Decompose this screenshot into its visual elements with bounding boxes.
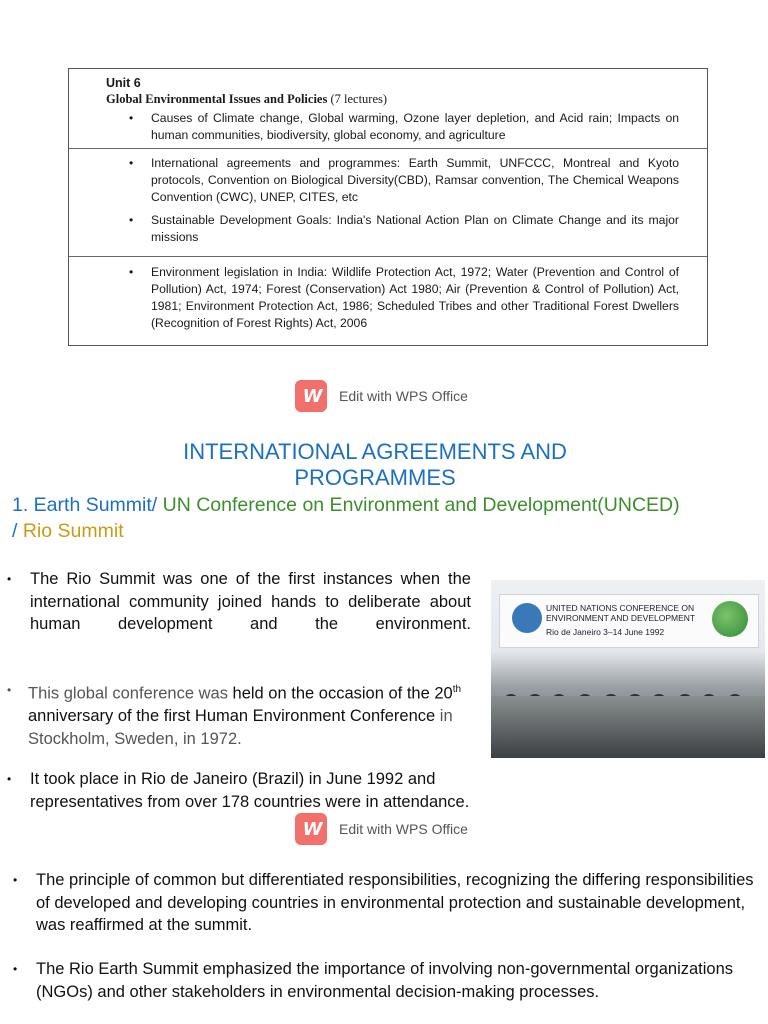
unit-title: Unit 6 (106, 76, 141, 90)
page-title-line1: INTERNATIONAL AGREEMENTS AND (183, 439, 567, 464)
syllabus-item: Environment legislation in India: Wildlife Protection Act, 1972; Water (Prevention and Control of Pollution) Act, 1974; Forest (Conservation) Act 1980; Air (Prevention & Control of Pollution) Act, 1981; Environment Protection Act, 1986; Scheduled Tribes and other Traditional Forest Dwellers (Recognition of Forest Rights) Act, 2006 (151, 265, 679, 330)
bullet-dot: • (129, 111, 134, 125)
wps-watermark (295, 812, 468, 846)
earth-summit-logo-icon (712, 601, 748, 637)
conference-banner: UNITED NATIONS CONFERENCE ON ENVIRONMENT AND DEVELOPMENT Rio de Janeiro 3–14 June 1992 (499, 594, 759, 648)
wps-logo-icon: W (295, 813, 327, 845)
wps-watermark-text: Edit with WPS Office (339, 821, 468, 837)
summit-photo (491, 580, 765, 758)
bullet-dot: • (7, 572, 12, 586)
bullet-dot: • (129, 156, 134, 170)
bullet-dot: • (7, 683, 12, 697)
syllabus-table (68, 68, 708, 346)
bullet-dot: • (13, 873, 18, 887)
bullet-dot: • (7, 772, 12, 786)
page-title (0, 439, 750, 491)
section-subheading: 1. Earth Summit/ UN Conference on Environment and Development(UNCED) / Rio Summit (12, 494, 680, 542)
wps-watermark (295, 379, 468, 413)
conference-table (491, 696, 765, 758)
bullet-dot: • (129, 213, 134, 227)
wps-watermark-text: Edit with WPS Office (339, 388, 468, 404)
syllabus-section (69, 69, 707, 149)
syllabus-section (69, 256, 707, 345)
wps-logo-icon: W (295, 380, 327, 412)
page-title-line2: PROGRAMMES (294, 465, 456, 490)
unit-subtitle: Global Environmental Issues and Policies (7 lectures) (106, 92, 388, 106)
syllabus-section (69, 148, 707, 257)
syllabus-item: International agreements and programmes: Earth Summit, UNFCCC, Montreal and Kyoto protocols, Convention on Biological Diversity(CBD), Ramsar convention, The Chemical Weapons Convention (CWC), UNEP, CITES, etc (151, 156, 679, 204)
bullet-dot: • (129, 265, 134, 279)
syllabus-item: Causes of Climate change, Global warming, Ozone layer depletion, and Acid rain; Impacts on human communities, biodiversity, global economy, and agriculture (151, 111, 679, 142)
bullet-dot: • (13, 962, 18, 976)
syllabus-item: Sustainable Development Goals: India's National Action Plan on Climate Change and its major missions (151, 213, 679, 244)
un-emblem-icon (512, 603, 542, 633)
